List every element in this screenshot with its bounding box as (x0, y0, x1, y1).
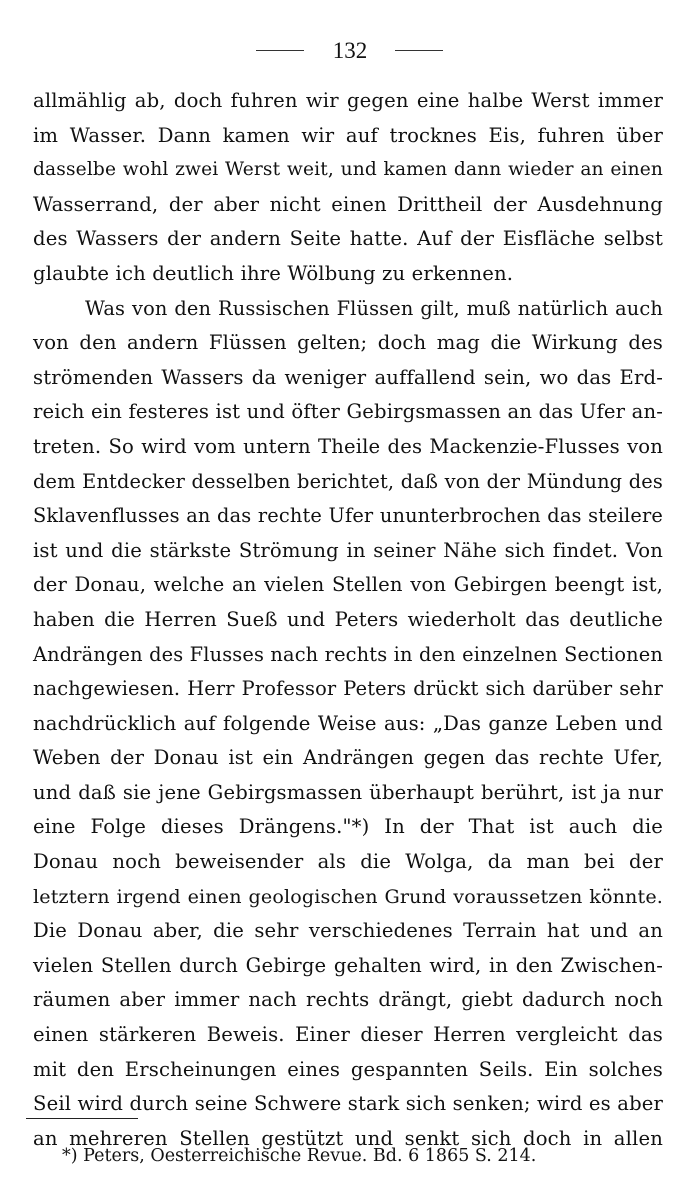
text-line: strömenden Wassers da weniger auffallend sein, wo das Erd- (33, 365, 663, 389)
text-line: glaubte ich deutlich ihre Wölbung zu erkennen. (33, 261, 514, 285)
text-line: von den andern Flüssen gelten; doch mag die Wirkung des (33, 331, 663, 355)
text-line: nachgewiesen. Herr Professor Peters drückt sich darüber sehr (33, 677, 663, 701)
text-line: Weben der Donau ist ein Andrängen gegen das rechte Ufer, (33, 746, 663, 770)
footnote-rule (26, 1118, 138, 1119)
text-line: dasselbe wohl zwei Werst weit, und kamen dann wieder an einen (33, 159, 663, 181)
text-line: Donau noch beweisender als die Wolga, da man bei der (33, 850, 663, 874)
text-line: Die Donau aber, die sehr verschiedenes Terrain hat und an (33, 919, 663, 943)
header-rule-left (256, 50, 304, 51)
text-line: ist und die stärkste Strömung in seiner Nähe sich findet. Von (33, 538, 663, 562)
text-line: vielen Stellen durch Gebirge gehalten wird, in den Zwischen- (33, 953, 663, 977)
text-line: räumen aber immer nach rechts drängt, giebt dadurch noch (33, 988, 663, 1012)
text-line: haben die Herren Sueß und Peters wiederholt das deutliche (33, 607, 663, 631)
text-line: und daß sie jene Gebirgsmassen überhaupt berührt, ist ja nur (33, 780, 663, 804)
text-line: dem Entdecker desselben berichtet, daß von der Mündung des (33, 469, 663, 493)
footnote: *) Peters, Oesterreichische Revue. Bd. 6 1865 S. 214. (62, 1146, 537, 1166)
text-line: Andrängen des Flusses nach rechts in den einzelnen Sectionen (33, 642, 663, 666)
text-line: einen stärkeren Beweis. Einer dieser Herren vergleicht das (33, 1023, 663, 1047)
text-line: treten. So wird vom untern Theile des Mackenzie-Flusses von (33, 434, 663, 458)
text-line: der Donau, welche an vielen Stellen von Gebirgen beengt ist, (33, 573, 663, 597)
text-line: allmählig ab, doch fuhren wir gegen eine halbe Werst immer (33, 89, 663, 112)
page-header (0, 34, 697, 68)
text-line: Seil wird durch seine Schwere stark sich senken; wird es aber (33, 1092, 664, 1116)
text-line: im Wasser. Dann kamen wir auf trocknes Eis, fuhren über (33, 123, 663, 147)
text-line: Wasserrand, der aber nicht einen Drittheil der Ausdehnung (33, 192, 663, 216)
text-line: Sklavenflusses an das rechte Ufer ununterbrochen das steilere (33, 504, 663, 528)
text-line: letztern irgend einen geologischen Grund voraussetzen könnte. (33, 884, 663, 908)
text-line: reich ein festeres ist und öfter Gebirgsmassen an das Ufer an- (33, 400, 663, 424)
text-line: nachdrücklich auf folgende Weise aus: „Das ganze Leben und (33, 711, 663, 735)
text-line: mit den Erscheinungen eines gespannten Seils. Ein solches (33, 1057, 663, 1081)
text-line: eine Folge dieses Drängens."*) In der That ist auch die (33, 815, 663, 839)
header-rule-right (395, 50, 443, 51)
text-line: an mehreren Stellen gestützt und senkt sich doch in allen (33, 1126, 663, 1150)
page-number: 132 (332, 38, 368, 63)
text-line: Was von den Russischen Flüssen gilt, muß natürlich auch (85, 296, 663, 320)
body-text (33, 84, 663, 1156)
text-line: des Wassers der andern Seite hatte. Auf der Eisfläche selbst (33, 227, 663, 251)
